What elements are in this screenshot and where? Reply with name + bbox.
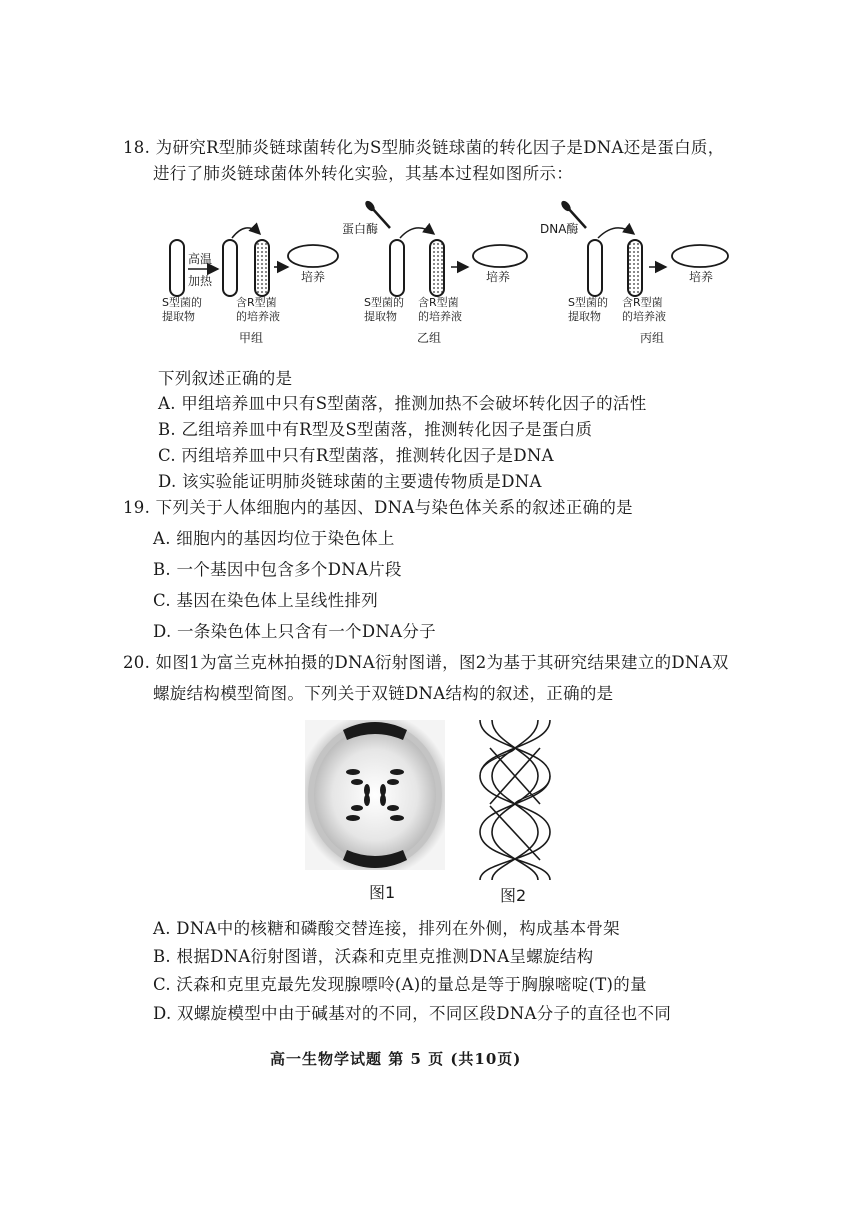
culture-label-b: 培养 — [486, 270, 511, 284]
r-medium-label-c-1: 含R型菌 — [622, 296, 663, 309]
petri-dish-c — [672, 245, 728, 267]
q18-stem-line2: 进行了肺炎链球菌体外转化实验，其基本过程如图所示： — [153, 164, 573, 183]
culture-label-a: 培养 — [301, 270, 326, 284]
fig1-caption: 图1 — [369, 883, 396, 902]
dna-diffraction-image — [305, 720, 445, 870]
double-helix-model — [470, 718, 560, 883]
heat-label-1: 高温 — [188, 252, 213, 266]
q19-option-c: C. 基因在染色体上呈线性排列 — [153, 591, 379, 610]
s-extract-label-a-2: 提取物 — [162, 310, 195, 323]
group-b-label: 乙组 — [417, 331, 442, 345]
petri-dish-b — [473, 245, 527, 267]
heat-label-2: 加热 — [188, 274, 213, 288]
q20-option-a: A. DNA中的核糖和磷酸交替连接，排列在外侧，构成基本骨架 — [153, 919, 620, 938]
culture-label-c: 培养 — [689, 270, 714, 284]
fig2-caption: 图2 — [500, 886, 527, 905]
q19-option-b: B. 一个基因中包含多个DNA片段 — [153, 560, 402, 579]
s-extract-tube-a — [170, 240, 184, 296]
heated-tube-a — [223, 240, 237, 296]
group-c-label: 丙组 — [640, 331, 665, 345]
q20-stem-line2: 螺旋结构模型简图。下列关于双链DNA结构的叙述，正确的是 — [153, 684, 614, 703]
protease-label: 蛋白酶 — [342, 222, 379, 236]
q18-option-c: C. 丙组培养皿中只有R型菌落，推测转化因子是DNA — [158, 446, 554, 465]
r-medium-label-b-2: 的培养液 — [418, 310, 462, 323]
r-medium-label-a-1: 含R型菌 — [236, 296, 277, 309]
s-extract-label-c-2: 提取物 — [568, 310, 601, 323]
r-medium-tube-c — [628, 240, 642, 296]
q18-option-d: D. 该实验能证明肺炎链球菌的主要遗传物质是DNA — [158, 472, 542, 491]
q19-option-d: D. 一条染色体上只含有一个DNA分子 — [153, 622, 436, 641]
group-a-label: 甲组 — [239, 331, 264, 345]
r-medium-label-c-2: 的培养液 — [622, 310, 666, 323]
dnase-label: DNA酶 — [540, 222, 579, 236]
q18-option-a: A. 甲组培养皿中只有S型菌落，推测加热不会破坏转化因子的活性 — [158, 394, 647, 413]
q19-stem: 19. 下列关于人体细胞内的基因、DNA与染色体关系的叙述正确的是 — [123, 498, 633, 517]
group-c-diagram — [540, 199, 728, 345]
q18-option-b: B. 乙组培养皿中有R型及S型菌落，推测转化因子是蛋白质 — [158, 420, 593, 439]
s-extract-label-c-1: S型菌的 — [568, 296, 608, 309]
s-extract-tube-c — [588, 240, 602, 296]
q20-option-b: B. 根据DNA衍射图谱，沃森和克里克推测DNA呈螺旋结构 — [153, 947, 594, 966]
s-extract-label-b-2: 提取物 — [364, 310, 397, 323]
group-a-diagram — [162, 228, 338, 345]
r-medium-tube-a — [255, 240, 269, 296]
r-medium-tube-b — [430, 240, 444, 296]
r-medium-label-a-2: 的培养液 — [236, 310, 280, 323]
q18-stem-line1: 18. 为研究R型肺炎链球菌转化为S型肺炎链球菌的转化因子是DNA还是蛋白质， — [123, 138, 725, 157]
q20-option-c: C. 沃森和克里克最先发现腺嘌呤(A)的量总是等于胸腺嘧啶(T)的量 — [153, 975, 647, 994]
s-extract-label-a-1: S型菌的 — [162, 296, 202, 309]
s-extract-tube-b — [390, 240, 404, 296]
page-footer: 高一生物学试题 第 5 页 (共10页) — [270, 1050, 522, 1068]
q20-stem-line1: 20. 如图1为富兰克林拍摄的DNA衍射图谱，图2为基于其研究结果建立的DNA双 — [123, 653, 729, 672]
q18-prompt: 下列叙述正确的是 — [158, 369, 293, 388]
q20-option-d: D. 双螺旋模型中由于碱基对的不同，不同区段DNA分子的直径也不同 — [153, 1004, 672, 1023]
q19-option-a: A. 细胞内的基因均位于染色体上 — [153, 529, 395, 548]
s-extract-label-b-1: S型菌的 — [364, 296, 404, 309]
q18-experiment-figure — [160, 198, 760, 348]
group-b-diagram — [342, 199, 527, 345]
petri-dish-a — [288, 245, 338, 267]
r-medium-label-b-1: 含R型菌 — [418, 296, 459, 309]
